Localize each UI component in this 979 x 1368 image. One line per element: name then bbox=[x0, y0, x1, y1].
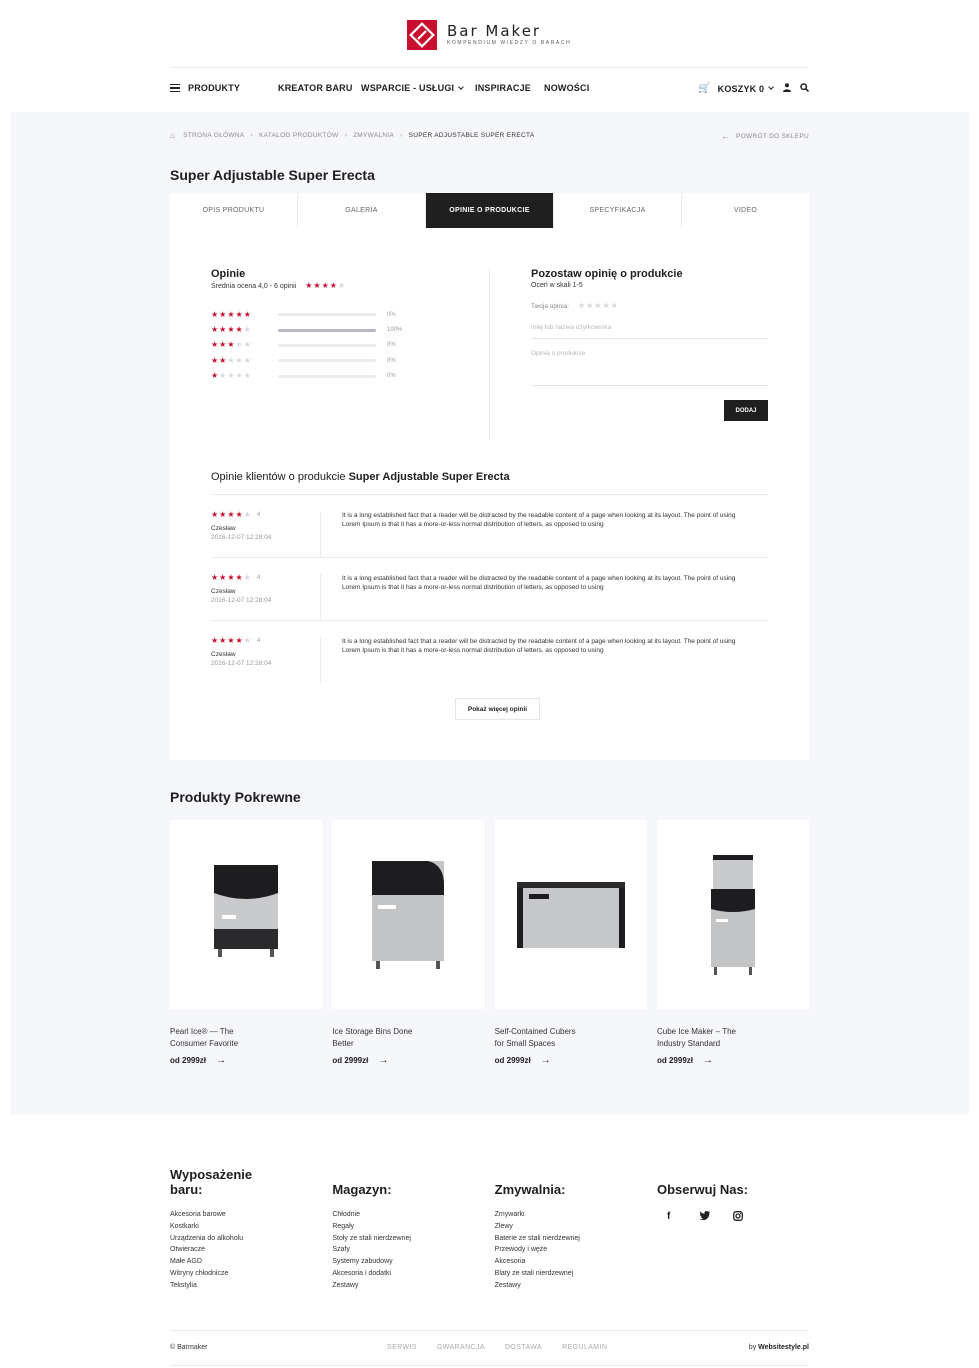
your-rating-label: Twoja opinia: bbox=[531, 302, 569, 310]
rating-bar bbox=[278, 359, 376, 362]
breadcrumb-catalog[interactable]: KATALOG PRODUKTÓW bbox=[258, 132, 339, 139]
name-field[interactable]: imię lub nazwa użytkownika bbox=[531, 324, 768, 339]
rating-percent: 100% bbox=[387, 327, 403, 334]
twitter-icon[interactable] bbox=[700, 1211, 733, 1224]
nav-news-label: NOWOŚCI bbox=[544, 83, 590, 93]
star-empty-icon: ★ bbox=[243, 510, 251, 519]
footer-col-warehouse bbox=[332, 1165, 484, 1292]
facebook-icon[interactable]: f bbox=[666, 1211, 671, 1222]
rating-bar bbox=[278, 344, 376, 347]
nav-cart[interactable] bbox=[698, 83, 773, 94]
nav-products-label: PRODUKTY bbox=[188, 83, 241, 93]
footer-link[interactable]: Zlewy bbox=[494, 1222, 513, 1230]
product-card[interactable] bbox=[170, 820, 322, 1066]
star-filled-icon: ★ bbox=[313, 281, 321, 290]
product-price: od 2999zł bbox=[170, 1056, 207, 1065]
product-price: od 2999zł bbox=[494, 1056, 531, 1065]
credit[interactable] bbox=[749, 1344, 809, 1351]
star-empty-icon: ★ bbox=[235, 355, 243, 365]
review-form-subtitle: Oceń w skali 1-5 bbox=[531, 282, 583, 289]
rating-star-5[interactable]: ★ bbox=[610, 301, 618, 310]
breadcrumb-category[interactable]: ZMYWALNIA bbox=[353, 132, 395, 139]
credit-prefix: by bbox=[748, 1344, 757, 1351]
panel-divider bbox=[489, 268, 490, 440]
review-author: Czesław bbox=[211, 525, 236, 532]
review-author: Czesław bbox=[211, 651, 236, 658]
list-item bbox=[211, 557, 768, 620]
footer-col-bar-equipment bbox=[170, 1165, 322, 1292]
storage-bin-illustration bbox=[368, 855, 448, 975]
star-filled-icon: ★ bbox=[235, 636, 243, 645]
show-more-reviews-button[interactable]: Pokaż więcej opinii bbox=[455, 698, 540, 720]
ice-maker-illustration bbox=[210, 857, 282, 973]
rating-bar bbox=[278, 313, 376, 316]
footer-link[interactable]: Baterie ze stali nierdzewnej bbox=[494, 1234, 580, 1242]
reviews-summary-title: Opinie bbox=[211, 268, 246, 280]
star-filled-icon: ★ bbox=[305, 281, 313, 290]
star-filled-icon: ★ bbox=[211, 573, 219, 582]
star-filled-icon: ★ bbox=[243, 309, 251, 319]
footer-link[interactable]: Akcesoria bbox=[494, 1258, 526, 1266]
rating-row bbox=[211, 338, 402, 353]
product-image[interactable] bbox=[657, 820, 809, 1009]
footer-link-service[interactable]: SERWIS bbox=[387, 1344, 417, 1351]
review-score: 4 bbox=[256, 638, 261, 644]
brand-logo[interactable] bbox=[407, 20, 577, 50]
arrow-right-icon[interactable]: → bbox=[540, 1055, 551, 1066]
reviews-list-title-prefix: Opinie klientów o produkcie bbox=[211, 471, 346, 483]
nav-inspirations-label: INSPIRACJE bbox=[475, 83, 532, 93]
star-filled-icon: ★ bbox=[219, 510, 227, 519]
row-stars bbox=[211, 326, 278, 334]
star-filled-icon: ★ bbox=[219, 573, 227, 582]
product-name-line[interactable]: Cube Ice Maker – The bbox=[656, 1027, 736, 1036]
footer-heading: Zmywalnia: bbox=[494, 1182, 566, 1197]
star-empty-icon: ★ bbox=[243, 325, 251, 335]
rating-bar-fill bbox=[278, 329, 376, 332]
rating-percent: 0% bbox=[387, 342, 396, 349]
footer-link[interactable]: Tekstylia bbox=[170, 1281, 197, 1289]
star-empty-icon: ★ bbox=[243, 371, 251, 381]
nav-products[interactable] bbox=[170, 83, 240, 93]
list-item bbox=[211, 494, 768, 557]
star-filled-icon: ★ bbox=[211, 371, 219, 381]
review-text: It is a long established fact that a reader will be distracted by the readable content of a page when looking at its layout. The point of using Lorem Ipsum is that it has a more-or-less normal distribution of letters, as opposed to using bbox=[342, 638, 736, 654]
product-card[interactable] bbox=[332, 820, 484, 1066]
rating-row bbox=[211, 353, 402, 368]
footer-heading bbox=[170, 1165, 322, 1209]
main-nav bbox=[170, 80, 809, 98]
brand-name: Bar Maker bbox=[447, 22, 542, 40]
footer bbox=[170, 1165, 809, 1292]
product-name-line[interactable]: Consumer Favorite bbox=[170, 1039, 239, 1048]
tab-reviews[interactable]: OPINIE O PRODUKCIE bbox=[426, 193, 554, 228]
footer-link[interactable]: Regały bbox=[332, 1222, 355, 1230]
star-empty-icon: ★ bbox=[227, 371, 235, 381]
star-empty-icon: ★ bbox=[243, 355, 251, 365]
tab-gallery[interactable]: GALERIA bbox=[298, 193, 426, 228]
cart-icon: 🛒 bbox=[698, 83, 711, 94]
star-filled-icon: ★ bbox=[329, 281, 337, 290]
average-stars bbox=[305, 282, 346, 290]
chevron-down-icon bbox=[458, 84, 464, 90]
review-form bbox=[531, 268, 768, 414]
star-filled-icon: ★ bbox=[219, 636, 227, 645]
rating-bar bbox=[278, 329, 376, 332]
footer-link[interactable]: Witryny chłodnicze bbox=[170, 1269, 229, 1277]
breadcrumb-home[interactable]: STRONA GŁÓWNA bbox=[183, 132, 245, 139]
page-title: Super Adjustable Super Erecta bbox=[170, 167, 375, 183]
footer-link-delivery[interactable]: DOSTAWA bbox=[504, 1344, 543, 1351]
breadcrumb bbox=[170, 131, 534, 140]
footer-link[interactable]: Stoły ze stali nierdzewnej bbox=[332, 1234, 411, 1242]
footer-bottom-divider bbox=[170, 1365, 809, 1366]
social-links bbox=[657, 1211, 809, 1224]
reviews-list-title bbox=[211, 471, 510, 483]
footer-link-terms[interactable]: REGULAMIN bbox=[562, 1344, 608, 1351]
rating-star-4[interactable]: ★ bbox=[602, 301, 610, 310]
row-stars bbox=[211, 311, 278, 319]
product-image[interactable] bbox=[170, 820, 322, 1009]
product-price: od 2999zł bbox=[332, 1056, 369, 1065]
credit-name: Websitestyle.pl bbox=[758, 1344, 809, 1351]
star-filled-icon: ★ bbox=[235, 510, 243, 519]
star-empty-icon: ★ bbox=[243, 340, 251, 350]
star-filled-icon: ★ bbox=[219, 340, 227, 350]
rating-percent: 0% bbox=[387, 373, 396, 380]
review-date: 2016-12-07 12:28:04 bbox=[211, 597, 272, 604]
footer-link[interactable]: Akcesoria barowe bbox=[170, 1211, 226, 1218]
footer-link[interactable]: Urządzenia do alkoholu bbox=[170, 1234, 244, 1242]
product-name-line[interactable]: Better bbox=[332, 1039, 354, 1048]
breadcrumb-separator: › bbox=[250, 132, 253, 139]
product-card[interactable] bbox=[657, 820, 809, 1066]
nav-bar-creator-label: KREATOR BARU bbox=[278, 83, 353, 93]
footer-link[interactable]: Otwieracze bbox=[170, 1246, 206, 1254]
rating-row bbox=[211, 322, 402, 337]
reviews-average-text: Średnia ocena 4,0 - 6 opinii bbox=[211, 282, 297, 290]
nav-bar-creator[interactable] bbox=[278, 83, 353, 93]
footer-link[interactable]: Małe AGD bbox=[170, 1258, 202, 1266]
rating-row bbox=[211, 307, 402, 322]
reviews-panel bbox=[170, 228, 809, 760]
star-filled-icon: ★ bbox=[227, 325, 235, 335]
instagram-icon[interactable] bbox=[733, 1211, 766, 1224]
rating-star-2[interactable]: ★ bbox=[586, 301, 594, 310]
search-icon bbox=[800, 83, 809, 92]
footer-link[interactable]: Zestawy bbox=[494, 1281, 521, 1289]
row-stars bbox=[211, 341, 278, 349]
footer-heading: Magazyn: bbox=[332, 1182, 392, 1197]
star-filled-icon: ★ bbox=[211, 309, 219, 319]
footer-col-social bbox=[657, 1165, 809, 1292]
star-filled-icon: ★ bbox=[219, 325, 227, 335]
star-filled-icon: ★ bbox=[211, 340, 219, 350]
star-empty-icon: ★ bbox=[243, 636, 251, 645]
star-filled-icon: ★ bbox=[227, 340, 235, 350]
copyright: © Barmaker bbox=[170, 1344, 208, 1351]
footer-link-warranty[interactable]: GWARANCJA bbox=[436, 1344, 485, 1351]
rating-bar bbox=[278, 375, 376, 378]
footer-link[interactable]: Szafy bbox=[332, 1246, 350, 1254]
star-empty-icon: ★ bbox=[337, 281, 346, 290]
footer-heading: Obserwuj Nas: bbox=[656, 1182, 749, 1197]
review-date: 2016-12-07 12:28:04 bbox=[211, 660, 272, 667]
submit-review-button[interactable]: DODAJ bbox=[724, 400, 768, 421]
arrow-right-icon[interactable]: → bbox=[216, 1055, 227, 1066]
footer-link[interactable]: Chłodnie bbox=[332, 1211, 360, 1218]
review-score: 4 bbox=[256, 575, 261, 581]
cuber-illustration bbox=[515, 878, 627, 952]
footer-link[interactable]: Akcesoria i dodatki bbox=[332, 1269, 392, 1277]
reviews-list-title-product: Super Adjustable Super Erecta bbox=[348, 471, 510, 483]
product-name-line[interactable]: Industry Standard bbox=[656, 1039, 721, 1048]
review-text: It is a long established fact that a reader will be distracted by the readable content of a page when looking at its layout. The point of using Lorem Ipsum is that it has a more-or-less normal distribution of letters, as opposed to using bbox=[342, 575, 736, 591]
tab-video[interactable]: VIDEO bbox=[733, 207, 758, 214]
review-score: 4 bbox=[256, 512, 261, 518]
star-filled-icon: ★ bbox=[235, 573, 243, 582]
footer-legal-links bbox=[387, 1344, 607, 1351]
product-name-line[interactable]: Self-Contained Cubers bbox=[494, 1027, 576, 1036]
user-icon bbox=[783, 83, 791, 92]
star-filled-icon: ★ bbox=[211, 510, 219, 519]
nav-support-label: WSPARCIE - USŁUGI bbox=[361, 83, 455, 93]
cube-ice-maker-illustration bbox=[708, 853, 758, 977]
product-name-line[interactable]: for Small Spaces bbox=[494, 1039, 556, 1048]
rating-percent: 0% bbox=[387, 357, 396, 364]
star-filled-icon: ★ bbox=[219, 355, 227, 365]
product-name-line[interactable]: Ice Storage Bins Done bbox=[332, 1027, 413, 1036]
chevron-down-icon bbox=[768, 84, 774, 90]
nav-inspirations[interactable] bbox=[475, 83, 531, 93]
nav-cart-label: KOSZYK 0 bbox=[717, 83, 765, 94]
related-title: Produkty Pokrewne bbox=[170, 789, 301, 805]
star-empty-icon: ★ bbox=[235, 340, 243, 350]
menu-icon bbox=[170, 84, 180, 92]
footer-link[interactable]: Przewody i węże bbox=[494, 1246, 548, 1254]
breadcrumb-current: SUPER ADJUSTABLE SUPER ERECTA bbox=[408, 132, 535, 139]
rating-input[interactable] bbox=[578, 302, 619, 310]
review-form-title: Pozostaw opinię o produkcie bbox=[531, 268, 683, 280]
footer-link[interactable]: Zestawy bbox=[332, 1281, 359, 1289]
star-filled-icon: ★ bbox=[227, 309, 235, 319]
reviews-list bbox=[211, 494, 768, 683]
footer-link[interactable]: Kostkarki bbox=[170, 1222, 199, 1230]
nav-support[interactable] bbox=[361, 83, 463, 93]
review-text: It is a long established fact that a reader will be distracted by the readable content of a page when looking at its layout. The point of using Lorem Ipsum is that it has a more-or-less normal distribution of letters, as opposed to using bbox=[342, 512, 736, 528]
star-empty-icon: ★ bbox=[243, 573, 251, 582]
footer-heading-line: Wyposażenie bbox=[170, 1167, 253, 1182]
star-filled-icon: ★ bbox=[235, 325, 243, 335]
rating-row bbox=[211, 369, 402, 384]
star-filled-icon: ★ bbox=[211, 325, 219, 335]
product-tabs bbox=[170, 193, 809, 228]
footer-link[interactable]: Systemy zabudowy bbox=[332, 1258, 393, 1266]
review-stars bbox=[211, 511, 252, 519]
footer-link[interactable]: Blaty ze stali nierdzewnej bbox=[494, 1269, 574, 1277]
footer-divider bbox=[170, 1330, 809, 1331]
home-icon[interactable]: ⌂ bbox=[170, 131, 176, 140]
review-stars bbox=[211, 637, 252, 645]
brand-tagline: KOMPENDIUM WIEDZY O BARACH bbox=[447, 40, 572, 46]
review-author: Czesław bbox=[211, 588, 236, 595]
review-stars bbox=[211, 574, 252, 582]
star-filled-icon: ★ bbox=[321, 281, 329, 290]
product-price: od 2999zł bbox=[656, 1056, 693, 1065]
logo-mark-icon bbox=[407, 20, 437, 50]
star-filled-icon: ★ bbox=[235, 309, 243, 319]
search-button[interactable] bbox=[800, 83, 809, 92]
star-filled-icon: ★ bbox=[227, 573, 235, 582]
star-filled-icon: ★ bbox=[227, 510, 235, 519]
header-divider bbox=[170, 67, 809, 68]
rating-distribution bbox=[211, 307, 402, 384]
star-empty-icon: ★ bbox=[227, 355, 235, 365]
breadcrumb-separator: › bbox=[344, 132, 348, 139]
footer-link[interactable]: Zmywarki bbox=[494, 1211, 525, 1218]
arrow-right-icon[interactable]: → bbox=[378, 1055, 389, 1066]
arrow-left-icon: ← bbox=[720, 131, 731, 141]
review-text-field[interactable]: Opinia o produkcie bbox=[531, 350, 768, 386]
star-filled-icon: ★ bbox=[219, 309, 227, 319]
rating-star-1[interactable]: ★ bbox=[577, 301, 586, 310]
star-empty-icon: ★ bbox=[219, 371, 227, 381]
tab-description[interactable]: OPIS PRODUKTU bbox=[170, 193, 298, 228]
product-card[interactable] bbox=[495, 820, 647, 1066]
back-to-shop-label: POWRÓT DO SKLEPU bbox=[736, 132, 809, 140]
breadcrumb-separator: › bbox=[400, 132, 403, 139]
row-stars bbox=[211, 372, 278, 380]
rating-star-3[interactable]: ★ bbox=[594, 301, 602, 310]
star-filled-icon: ★ bbox=[211, 636, 219, 645]
tab-specification[interactable]: SPECYFIKACJA bbox=[554, 193, 682, 228]
nav-news[interactable] bbox=[544, 83, 589, 93]
product-name-line[interactable]: Pearl Ice® — The bbox=[170, 1027, 234, 1036]
related-products bbox=[170, 820, 809, 1066]
arrow-right-icon[interactable]: → bbox=[703, 1055, 713, 1066]
footer-col-dishwashing bbox=[495, 1165, 647, 1292]
list-item bbox=[211, 620, 768, 683]
star-filled-icon: ★ bbox=[227, 636, 235, 645]
review-date: 2016-12-07 12:28:04 bbox=[211, 534, 272, 541]
row-stars bbox=[211, 357, 278, 365]
star-filled-icon: ★ bbox=[211, 355, 219, 365]
footer-heading-line: baru: bbox=[170, 1182, 203, 1197]
rating-percent: 0% bbox=[387, 311, 396, 318]
back-to-shop-link[interactable] bbox=[721, 131, 809, 141]
product-image[interactable] bbox=[495, 820, 647, 1009]
star-empty-icon: ★ bbox=[235, 371, 243, 381]
user-button[interactable] bbox=[783, 83, 791, 92]
product-image[interactable] bbox=[332, 820, 484, 1009]
